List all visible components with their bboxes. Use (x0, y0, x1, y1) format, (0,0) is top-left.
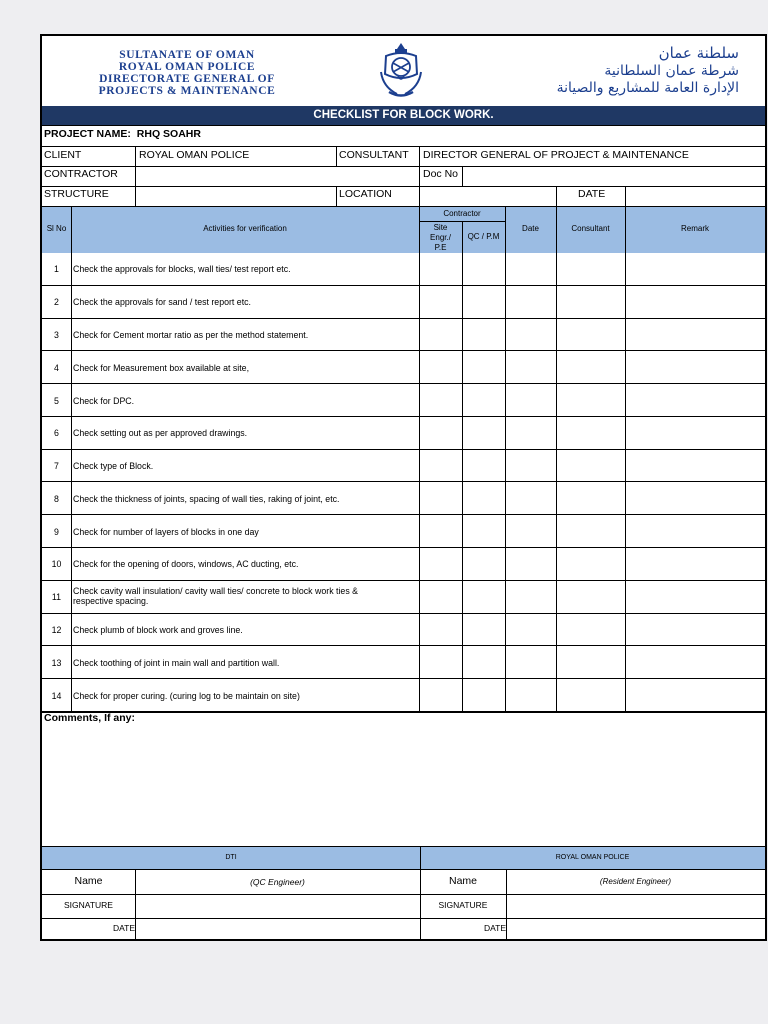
contractor-label: CONTRACTOR (44, 168, 118, 180)
row-number: 12 (51, 625, 62, 636)
table-row (42, 351, 765, 384)
row-activity: Check the approvals for blocks, wall ties/ test report etc. (73, 264, 291, 275)
table-row (42, 384, 765, 417)
table-row (42, 679, 765, 712)
row-number: 2 (54, 297, 59, 308)
title-band (42, 106, 765, 125)
row-activity: Check cavity wall insulation/ cavity wall ties/ concrete to block work ties & respective spacing. (73, 586, 359, 607)
col-header-consultant: Consultant (571, 224, 610, 233)
signoff-band-right (420, 846, 765, 869)
table-row (42, 286, 765, 319)
table-row (42, 646, 765, 679)
date-label: DATE (578, 188, 606, 200)
header-arabic-line: سلطنة عمان (658, 44, 739, 62)
row-number: 1 (54, 264, 59, 275)
left-role: (QC Engineer) (250, 877, 305, 887)
row-activity: Check setting out as per approved drawings. (73, 428, 248, 439)
header-arabic-line: شرطة عمان السلطانية (604, 63, 739, 79)
row-number: 8 (54, 493, 59, 504)
project-name-value: RHQ SOAHR (136, 128, 201, 140)
col-header-sl-no: Sl No (46, 224, 67, 233)
col-header-remark: Remark (680, 224, 709, 233)
row-number: 9 (54, 526, 59, 537)
page-title: CHECKLIST FOR BLOCK WORK. (313, 109, 494, 121)
row-activity: Check for DPC. (73, 395, 135, 406)
row-activity: Check the approvals for sand / test report etc. (73, 297, 251, 308)
col-header-date: Date (522, 224, 539, 233)
header-line: SULTANATE OF OMAN (119, 49, 255, 61)
col-header-qc-pm: QC / P.M (467, 232, 500, 241)
row-number: 10 (51, 559, 62, 570)
consultant-label: CONSULTANT (339, 149, 409, 161)
row-number: 6 (54, 428, 59, 439)
table-row (42, 253, 765, 286)
consultant-value: DIRECTOR GENERAL OF PROJECT & MAINTENANCE (423, 149, 689, 161)
row-activity: Check type of Block. (73, 461, 154, 472)
structure-label: STRUCTURE (44, 188, 109, 200)
project-name-label: PROJECT NAME: (44, 128, 131, 140)
header-line: ROYAL OMAN POLICE (118, 61, 256, 73)
row-number: 11 (51, 592, 62, 603)
row-activity: Check for the opening of doors, windows, AC ducting, etc. (73, 559, 299, 570)
left-signature-label: SIGNATURE (64, 900, 113, 910)
row-activity: Check plumb of block work and groves line. (73, 625, 243, 636)
doc-no-label: Doc No (423, 168, 459, 180)
signoff-band-left (42, 846, 420, 869)
signoff-right-title: ROYAL OMAN POLICE (555, 854, 630, 861)
col-header-site-engr: Site Engr./ P.E (430, 223, 451, 252)
row-number: 7 (54, 461, 59, 472)
right-signature-label: SIGNATURE (438, 900, 488, 910)
left-name-label: Name (74, 875, 103, 887)
checklist-table-body (42, 253, 765, 712)
table-row (42, 614, 765, 647)
row-activity: Check toothing of joint in main wall and partition wall. (73, 657, 280, 668)
table-row (42, 483, 765, 516)
table-row (42, 581, 765, 614)
row-activity: Check for Cement mortar ratio as per the method statement. (73, 329, 309, 340)
right-name-label: Name (448, 875, 477, 887)
table-row (42, 417, 765, 450)
header-line: PROJECTS & MAINTENANCE (98, 85, 276, 97)
table-row (42, 548, 765, 581)
row-activity: Check for Measurement box available at site, (73, 362, 250, 373)
right-role: (Resident Engineer) (599, 877, 672, 886)
left-date-label: DATE (112, 923, 135, 933)
signoff-left-title: DTI (225, 854, 237, 861)
row-activity: Check for proper curing. (curing log to be maintain on site) (73, 690, 300, 701)
col-header-contractor: Contractor (443, 209, 481, 218)
row-number: 3 (54, 329, 59, 340)
row-number: 5 (54, 395, 59, 406)
table-row (42, 515, 765, 548)
row-number: 14 (51, 690, 62, 701)
row-activity: Check the thickness of joints, spacing of wall ties, raking of joint, etc. (73, 493, 340, 504)
header-arabic-line: الإدارة العامة للمشاريع والصيانة (556, 80, 739, 96)
client-label: CLIENT (44, 149, 82, 161)
right-date-label: DATE (483, 923, 506, 933)
client-value: ROYAL OMAN POLICE (139, 149, 250, 161)
table-row (42, 450, 765, 483)
table-row (42, 319, 765, 352)
row-number: 4 (54, 362, 59, 373)
checklist-sheet (40, 34, 767, 941)
header-line: DIRECTORATE GENERAL OF (99, 73, 275, 85)
comments-label: Comments, If any: (44, 712, 136, 724)
row-activity: Check for number of layers of blocks in one day (73, 526, 259, 537)
col-header-activities: Activities for verification (203, 224, 287, 233)
royal-oman-police-emblem-icon (377, 42, 425, 100)
row-number: 13 (51, 657, 62, 668)
location-label: LOCATION (339, 188, 392, 200)
